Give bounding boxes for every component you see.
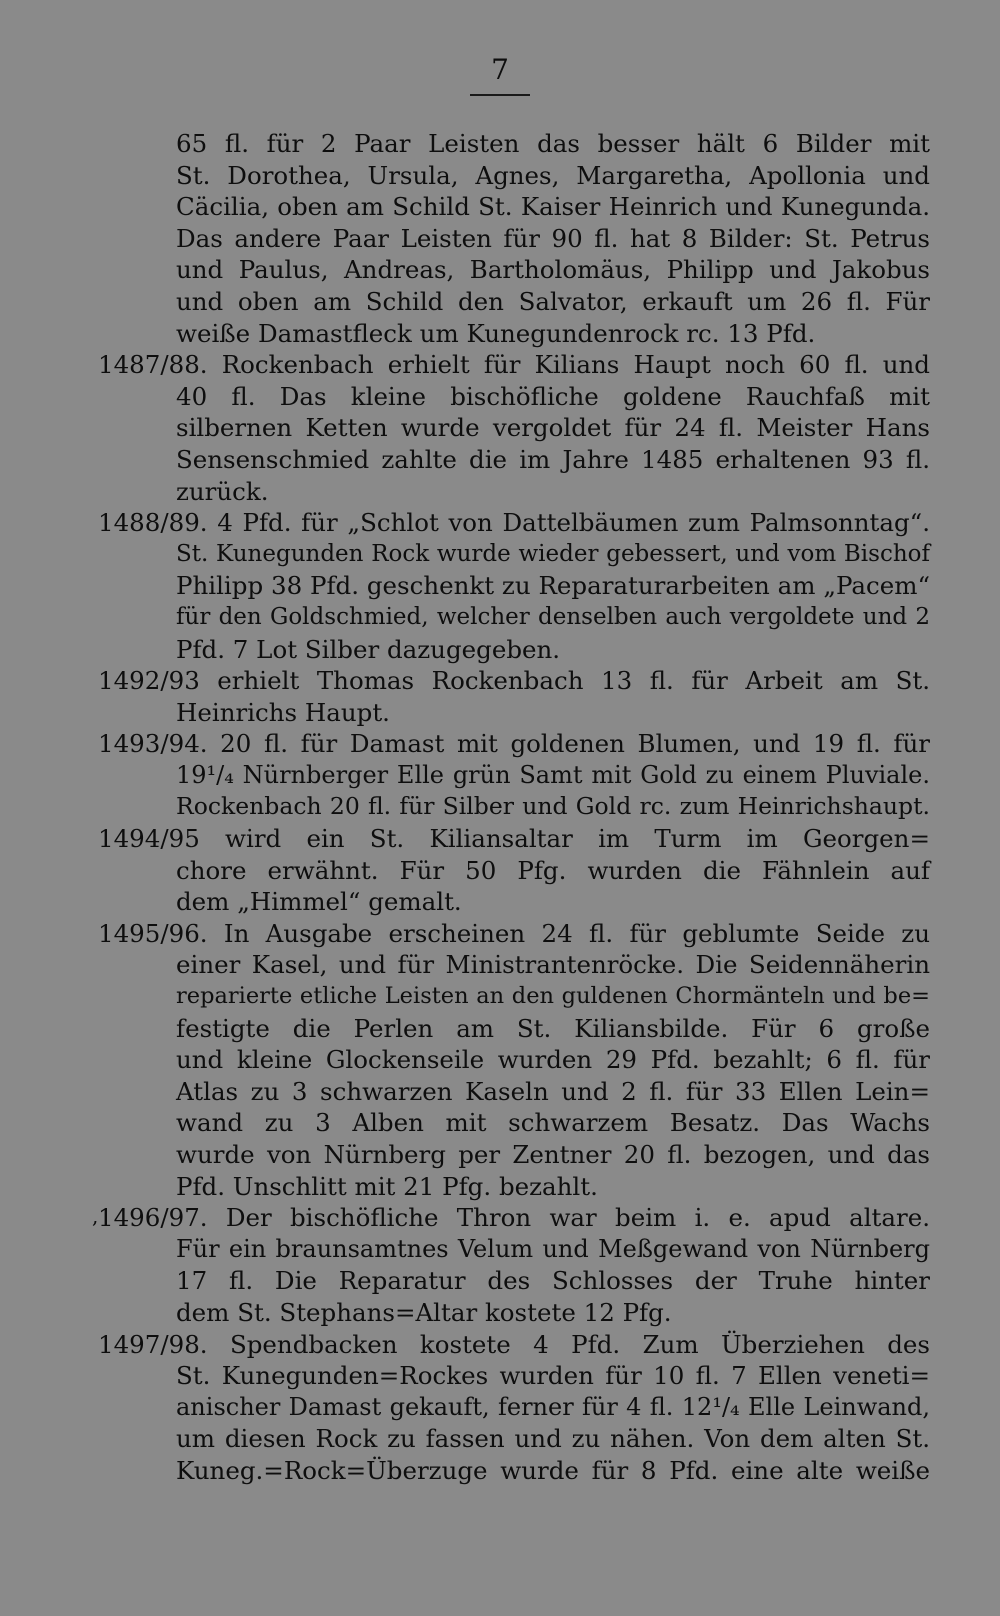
text-line: 1497/98. Spendbacken kostete 4 Pfd. Zum Überziehen des: [98, 1329, 930, 1359]
text-line: Pfd. Unschlitt mit 21 Pfg. bezahlt.: [176, 1171, 598, 1201]
text-line: 19¹/₄ Nürnberger Elle grün Samt mit Gold zu einem Pluviale.: [176, 760, 930, 789]
text-line: Pfd. 7 Lot Silber dazugegeben.: [176, 634, 561, 664]
text-line: reparierte etliche Leisten an den guldenen Chormänteln und be=: [176, 983, 930, 1010]
text-line: St. Dorothea, Ursula, Agnes, Margaretha, Apollonia und: [176, 160, 930, 190]
text-line: einer Kasel, und für Ministrantenröcke. Die Seidennäherin: [176, 950, 930, 980]
text-line: Philipp 38 Pfd. geschenkt zu Reparaturarbeiten am „Pacem“: [176, 571, 930, 601]
text-line: dem „Himmel“ gemalt.: [176, 887, 462, 917]
body-text: [98, 128, 930, 1487]
text-line: 1493/94. 20 fl. für Damast mit goldenen Blumen, und 19 fl. für: [98, 729, 930, 759]
text-line: Kuneg.=Rock=Überzuge wurde für 8 Pfd. eine alte weiße: [176, 1455, 930, 1485]
text-line: 1492/93 erhielt Thomas Rockenbach 13 fl. für Arbeit am St.: [98, 666, 930, 696]
text-line: anischer Damast gekauft, ferner für 4 fl. 12¹/₄ Elle Leinwand,: [176, 1392, 930, 1421]
text-line: dem St. Stephans=Altar kostete 12 Pfg.: [176, 1297, 672, 1327]
text-line: und Paulus, Andreas, Bartholomäus, Philipp und Jakobus: [176, 255, 930, 285]
text-line: zurück.: [176, 476, 269, 506]
text-line: Für ein braunsamtnes Velum und Meßgewand von Nürnberg: [176, 1234, 930, 1263]
text-line: 17 fl. Die Reparatur des Schlosses der Truhe hinter: [176, 1266, 930, 1296]
text-line: 1495/96. In Ausgabe erscheinen 24 fl. für geblumte Seide zu: [98, 918, 930, 948]
text-line: Atlas zu 3 schwarzen Kaseln und 2 fl. für 33 Ellen Lein=: [176, 1076, 930, 1106]
margin-mark: ,: [92, 1204, 99, 1228]
text-line: Sensenschmied zahlte die im Jahre 1485 erhaltenen 93 fl.: [176, 444, 930, 474]
text-line: und oben am Schild den Salvator, erkauft um 26 fl. Für: [176, 286, 930, 316]
text-line: für den Goldschmied, welcher denselben auch vergoldete und 2: [176, 603, 930, 630]
text-line: Heinrichs Haupt.: [176, 697, 390, 727]
text-line: Das andere Paar Leisten für 90 fl. hat 8 Bilder: St. Petrus: [176, 223, 930, 253]
text-line: 40 fl. Das kleine bischöfliche goldene Rauchfaß mit: [176, 381, 930, 411]
text-line: 1496/97. Der bischöfliche Thron war beim i. e. apud altare.: [98, 1203, 930, 1233]
page-number: 7: [470, 52, 530, 96]
text-line: St. Kunegunden Rock wurde wieder gebessert, und vom Bischof: [176, 540, 930, 567]
text-line: St. Kunegunden=Rockes wurden für 10 fl. 7 Ellen veneti=: [176, 1361, 930, 1391]
text-line: Cäcilia, oben am Schild St. Kaiser Heinrich und Kunegunda.: [176, 192, 930, 222]
text-line: 1488/89. 4 Pfd. für „Schlot von Dattelbäumen zum Palmsonntag“.: [98, 508, 930, 538]
text-line: und kleine Glockenseile wurden 29 Pfd. bezahlt; 6 fl. für: [176, 1045, 930, 1075]
text-line: um diesen Rock zu fassen und zu nähen. Von dem alten St.: [176, 1424, 930, 1454]
text-line: 1487/88. Rockenbach erhielt für Kilians Haupt noch 60 fl. und: [98, 350, 930, 380]
text-line: silbernen Ketten wurde vergoldet für 24 fl. Meister Hans: [176, 413, 930, 443]
text-line: festigte die Perlen am St. Kiliansbilde. Für 6 große: [176, 1013, 930, 1043]
text-line: chore erwähnt. Für 50 Pfg. wurden die Fähnlein auf: [176, 855, 930, 885]
text-line: weiße Damastfleck um Kunegundenrock rc. 13 Pfd.: [176, 318, 816, 348]
text-line: Rockenbach 20 fl. für Silber und Gold rc. zum Heinrichshaupt.: [176, 792, 930, 821]
text-line: wand zu 3 Alben mit schwarzem Besatz. Das Wachs: [176, 1108, 930, 1138]
text-line: 1494/95 wird ein St. Kiliansaltar im Turm im Georgen=: [98, 824, 930, 854]
text-line: 65 fl. für 2 Paar Leisten das besser hält 6 Bilder mit: [176, 129, 930, 158]
text-line: wurde von Nürnberg per Zentner 20 fl. bezogen, und das: [176, 1140, 930, 1169]
